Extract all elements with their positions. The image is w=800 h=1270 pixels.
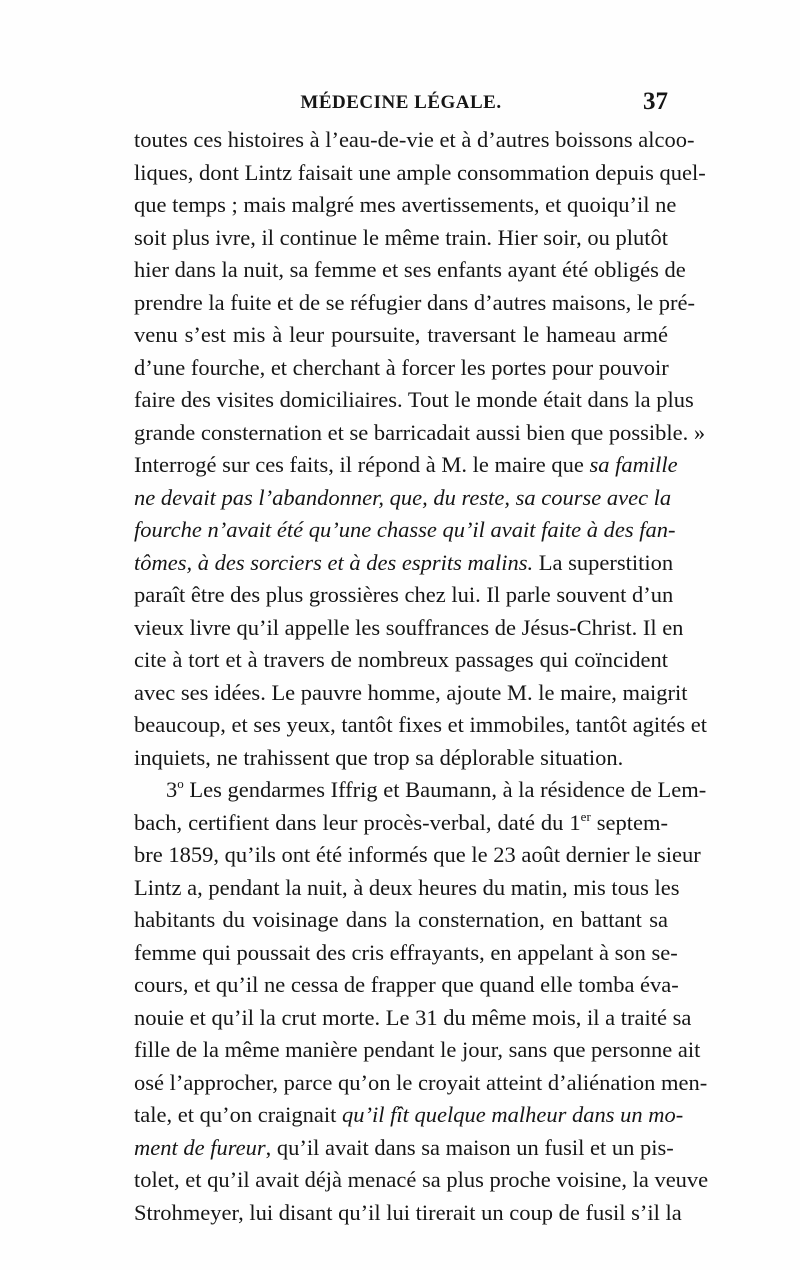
text-line (134, 1132, 674, 1165)
text-line (134, 1099, 684, 1132)
text-segment: Lintz a, pendant la nuit, à deux heures du matin, mis tous les (134, 874, 680, 900)
text-segment: habitants du voisinage dans la consternation, en battant sa (134, 907, 668, 932)
text-segment: toutes ces histoires à l’eau-de-vie et à d’autres boissons alcoo- (134, 127, 695, 152)
text-line (134, 384, 694, 417)
text-segment: faire des visites domiciliaires. Tout le monde était dans la plus (134, 387, 694, 412)
text-segment: fille de la même manière pendant le jour, sans que personne ait (134, 1037, 701, 1062)
text-line (134, 612, 684, 645)
text-segment: Interrogé sur ces faits, il répond à M. le maire que (134, 452, 590, 477)
text-segment: nouie et qu’il la crut morte. Le 31 du même mois, il a traité sa (134, 1004, 692, 1030)
text-line (134, 417, 706, 450)
text-segment: osé l’approcher, parce qu’on le croyait atteint d’aliénation men- (134, 1069, 708, 1095)
text-segment: vieux livre qu’il appelle les souffrances de Jésus-Christ. Il en (134, 614, 684, 640)
text-segment: bach, certifient dans leur procès-verbal, daté du 1 (134, 809, 581, 835)
text-segment: d’une fourche, et cherchant à forcer les portes pour pouvoir (134, 354, 669, 380)
text-line (134, 579, 674, 612)
text-line (134, 937, 678, 970)
text-segment: liques, dont Lintz faisait une ample consommation depuis quel- (134, 159, 706, 185)
text-line (134, 1197, 682, 1230)
text-line (134, 742, 668, 775)
text-line (134, 189, 677, 222)
superscript: o (177, 776, 184, 791)
text-segment: beaucoup, et ses yeux, tantôt fixes et immobiles, tantôt agités et (134, 712, 707, 737)
text-line (134, 124, 695, 157)
italic-text: qu’il fît quelque malheur dans un mo- (342, 1102, 684, 1127)
running-title: MÉDECINE LÉGALE. (300, 92, 502, 113)
text-line (134, 904, 668, 937)
text-line (134, 547, 674, 580)
text-segment: tolet, et qu’il avait déjà menacé sa plus proche voisine, la veuve (134, 1167, 709, 1192)
text-line (134, 514, 676, 547)
text-segment: prendre la fuite et de se réfugier dans d’autres maisons, le pré- (134, 289, 696, 315)
text-segment: soit plus ivre, il continue le même train. Hier soir, ou plutôt (134, 224, 669, 250)
text-line (134, 1067, 708, 1100)
text-segment: Strohmeyer, lui disant qu’il lui tirerait un coup de fusil s’il la (134, 1199, 682, 1225)
text-segment: cours, et qu’il ne cessa de frapper que quand elle tomba éva- (134, 972, 679, 997)
italic-text: ne devait pas l’abandonner, que, du reste, sa course avec la (134, 484, 672, 510)
italic-text: sa famille (589, 452, 678, 477)
text-segment: bre 1859, qu’ils ont été informés que le 23 août dernier le sieur (134, 842, 701, 867)
text-line (134, 1164, 709, 1197)
text-segment: inquiets, ne trahissent que trop sa déplorable situation. (134, 744, 624, 770)
text-line (134, 807, 668, 840)
italic-text: fourche n’avait été qu’une chasse qu’il avait faite à des fan- (134, 517, 676, 542)
text-segment: avec ses idées. Le pauvre homme, ajoute M. le maire, maigrit (134, 679, 688, 705)
italic-text: tômes, à des sorciers et à des esprits malins. (134, 549, 534, 575)
page-number: 37 (643, 88, 668, 115)
text-segment: septem- (590, 809, 668, 835)
text-line (134, 1034, 701, 1067)
text-segment: Les gendarmes Iffrig et Baumann, à la résidence de Lem- (183, 777, 707, 802)
text-segment: grande consternation et se barricadait aussi bien que possible. » (134, 419, 706, 445)
text-line (134, 709, 707, 742)
text-segment: 3 (166, 777, 178, 802)
text-segment: paraît être des plus grossières chez lui. Il parle souvent d’un (134, 582, 674, 607)
text-line (134, 352, 668, 385)
text-segment: femme qui poussait des cris effrayants, en appelant à son se- (134, 939, 678, 965)
text-segment: cite à tort et à travers de nombreux passages qui coïncident (134, 647, 668, 672)
text-segment: , qu’il avait dans sa maison un fusil et un pis- (265, 1134, 674, 1160)
text-line (134, 644, 668, 677)
text-line (134, 449, 678, 482)
text-line (134, 157, 706, 190)
italic-text: ment de fureur (134, 1134, 266, 1160)
text-segment: tale, et qu’on craignait (134, 1102, 343, 1127)
text-segment: que temps ; mais malgré mes avertissements, et quoiqu’il ne (134, 192, 677, 217)
text-line (134, 774, 707, 807)
text-line (134, 482, 672, 515)
running-head (134, 88, 668, 122)
text-line (134, 222, 668, 255)
superscript: er (580, 808, 591, 824)
text-segment: La superstition (533, 549, 674, 575)
body-text (134, 124, 709, 1229)
text-line (134, 287, 696, 320)
text-line (134, 254, 686, 287)
text-line (134, 969, 679, 1002)
text-line (134, 1002, 692, 1035)
text-line (134, 839, 701, 872)
text-line (134, 872, 680, 905)
text-segment: venu s’est mis à leur poursuite, traversant le hameau armé (134, 322, 668, 347)
text-segment: hier dans la nuit, sa femme et ses enfants ayant été obligés de (134, 257, 686, 282)
text-line (134, 319, 668, 352)
text-line (134, 677, 688, 710)
